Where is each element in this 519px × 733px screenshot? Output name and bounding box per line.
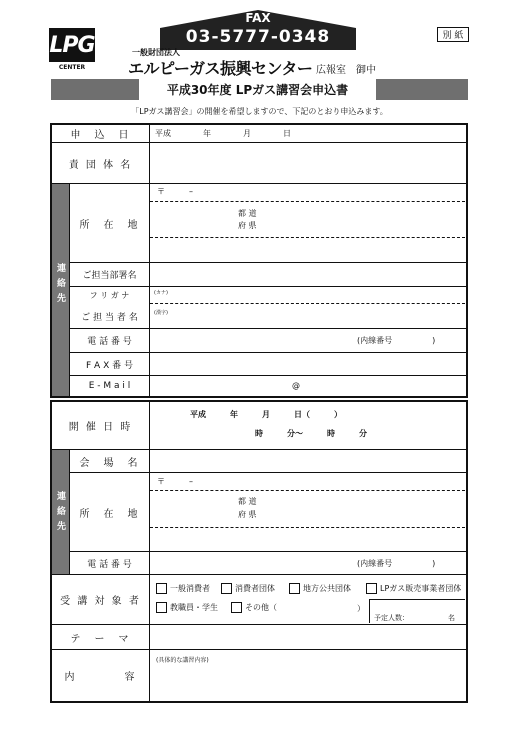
dashed-line	[150, 490, 465, 491]
option-local-government[interactable]: 地方公共団体	[289, 583, 351, 594]
department-recipient: 広報室 御中	[316, 65, 376, 76]
dashed-line	[150, 201, 465, 202]
email-label: E - M a i l	[88, 381, 131, 391]
lpg-center-logo	[49, 28, 95, 71]
venue-prefecture-2: 府 県	[238, 510, 257, 519]
option-lpg-dealer-group[interactable]: LPガス販売事業者団体	[366, 583, 461, 594]
venue-prefecture-1: 都 道	[238, 497, 257, 506]
checkbox-icon[interactable]	[156, 602, 167, 613]
checkbox-icon[interactable]	[366, 583, 377, 594]
fax-label: FAX	[245, 11, 271, 25]
kana-mark: (カナ)	[154, 290, 168, 296]
address-label: 所 在 地	[79, 219, 140, 231]
venue-name-label: 会 場 名	[79, 457, 140, 469]
fax-row-label: F A X 番 号	[86, 360, 133, 371]
theme-field[interactable]	[150, 625, 465, 649]
checkbox-icon[interactable]	[231, 602, 242, 613]
title-bar-left	[51, 79, 139, 100]
content-hint: (具体的な講習内容)	[156, 657, 209, 664]
person-name-field[interactable]	[150, 304, 465, 328]
held-date-line-2[interactable]: 時 分～ 時 分	[255, 429, 367, 438]
fax-number: 03-5777-0348	[185, 27, 331, 47]
content-field[interactable]	[150, 664, 465, 701]
title-bar-right	[376, 79, 468, 100]
apply-date-field[interactable]: 平成 年 月 日	[155, 129, 291, 138]
department-label: ご担当部署名	[82, 271, 137, 281]
apply-date-label: 申 込 日	[70, 129, 131, 141]
theme-label: テ ー マ	[70, 633, 131, 645]
option-general-consumer[interactable]: 一般消費者	[156, 583, 210, 594]
option-other[interactable]: その他（	[231, 602, 277, 613]
option-consumer-group[interactable]: 消費者団体	[221, 583, 275, 594]
checkbox-icon[interactable]	[221, 583, 232, 594]
department-field[interactable]	[150, 263, 465, 286]
option-teacher-student[interactable]: 教職員・学生	[156, 602, 218, 613]
venue-name-field[interactable]	[150, 450, 465, 472]
checkbox-icon[interactable]	[289, 583, 300, 594]
checkbox-icon[interactable]	[156, 583, 167, 594]
form-title: 平成30年度 LPガス講習会申込書	[139, 79, 376, 100]
logo-sub: CENTER	[58, 63, 86, 71]
group-name-label: 責 団 体 名	[68, 159, 133, 171]
contact-side-label: 連絡先	[55, 262, 65, 308]
kanji-mark: (漢字)	[154, 310, 168, 316]
venue-side-label: 連絡先	[55, 490, 65, 536]
expected-count-unit: 名	[448, 614, 455, 622]
group-name-field[interactable]	[150, 143, 465, 183]
expected-count-label: 予定人数：	[374, 614, 409, 622]
email-at-mark: @	[292, 381, 300, 390]
held-date-line-1[interactable]: 平成 年 月 日（ ）	[190, 410, 342, 419]
venue-phone-label: 電 話 番 号	[87, 559, 132, 570]
venue-postal-field[interactable]: 〒 –	[157, 477, 193, 486]
option-other-close: ）	[357, 604, 365, 613]
person-name-label: ご 担 当 者 名	[81, 312, 138, 323]
content-label: 内 容	[64, 672, 137, 683]
dashed-line	[150, 527, 465, 528]
phone-label: 電 話 番 号	[87, 337, 132, 347]
org-name: エルピーガス振興センター	[128, 59, 313, 78]
org-type: 一般財団法人	[132, 48, 180, 57]
fax-field[interactable]	[150, 353, 465, 375]
venue-extension-label: (内線番号 )	[357, 559, 436, 568]
postal-code-field[interactable]: 〒 –	[157, 187, 193, 196]
extension-label: (内線番号 )	[357, 336, 436, 345]
logo-text: LPG	[49, 32, 95, 58]
attachment-badge: 別 紙	[437, 27, 469, 42]
address-field[interactable]	[150, 238, 465, 262]
intro-text: 「LPガス講習会」の開催を希望しますので、下記のとおり申込みます。	[131, 106, 388, 116]
venue-address-label: 所 在 地	[79, 508, 140, 520]
prefecture-label-2: 府 県	[238, 221, 257, 230]
held-date-label: 開 催 日 時	[68, 422, 133, 433]
audience-label: 受 講 対 象 者	[60, 596, 141, 607]
furigana-label: フ リ ガ ナ	[89, 291, 130, 300]
row-line	[69, 286, 466, 287]
prefecture-label-1: 都 道	[238, 209, 257, 218]
